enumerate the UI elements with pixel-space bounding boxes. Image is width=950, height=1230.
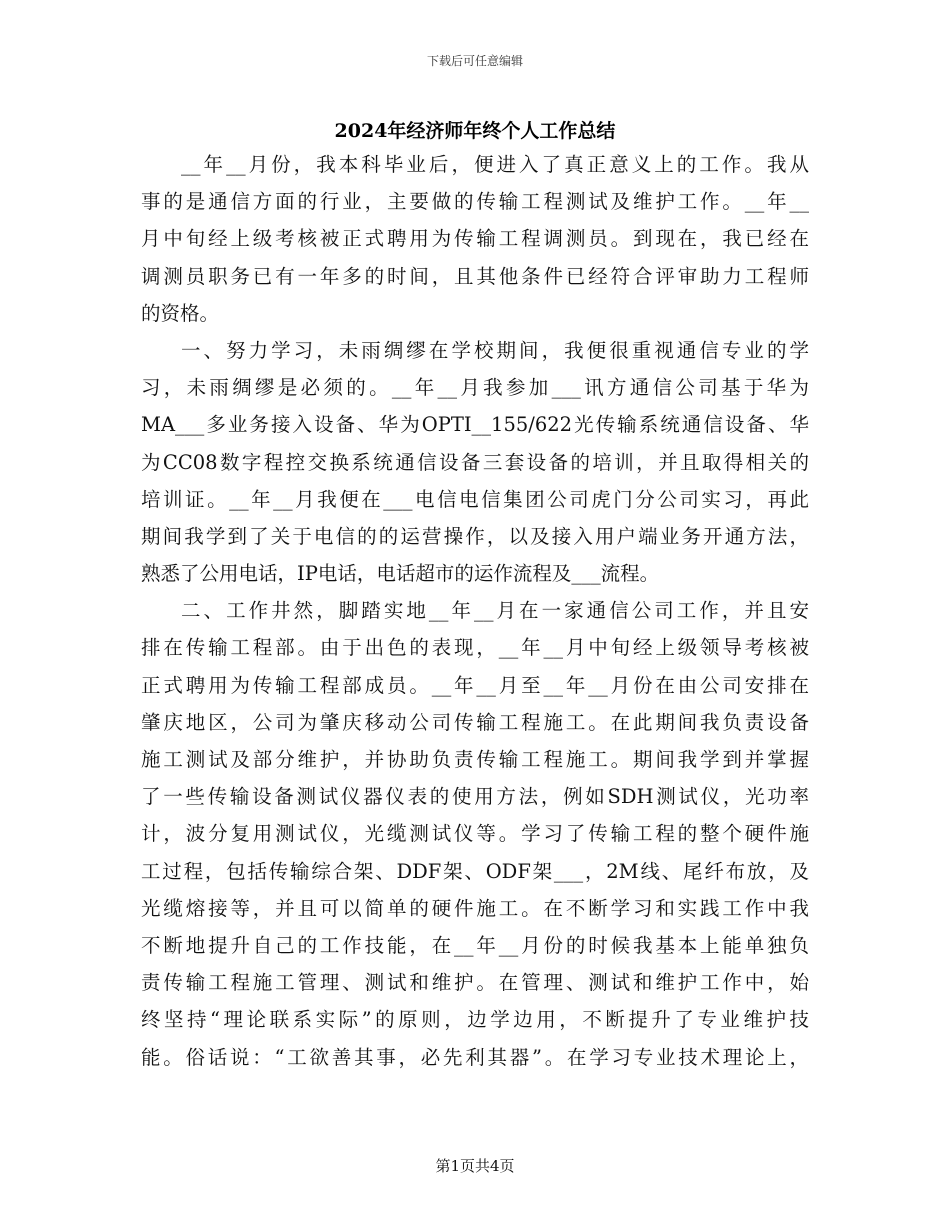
body-line: 事的是通信方面的行业，主要做的传输工程测试及维护工作。__年__	[141, 190, 809, 214]
body-line: 习，未雨绸缪是必须的。__年__月我参加___讯方通信公司基于华为	[141, 376, 809, 400]
body-line: MA___多业务接入设备、华为OPTI__155/622光传输系统通信设备、华	[141, 413, 809, 437]
body-line: 调测员职务已有一年多的时间，且其他条件已经符合评审助力工程师	[141, 264, 809, 288]
body-line: __年__月份，我本科毕业后，便进入了真正意义上的工作。我从	[181, 153, 809, 176]
document-body	[141, 146, 809, 1076]
body-line: 熟悉了公用电话，IP电话，电话超市的运作流程及___流程。	[141, 562, 660, 586]
body-line: 不断地提升自己的工作技能，在__年__月份的时候我基本上能单独负	[141, 933, 809, 957]
page-number: 第1页共4页	[435, 1157, 515, 1175]
body-line: 排在传输工程部。由于出色的表现，__年__月中旬经上级领导考核被	[141, 636, 809, 660]
body-line: 施工测试及部分维护，并协助负责传输工程施工。期间我学到并掌握	[141, 748, 809, 771]
body-line: 期间我学到了关于电信的的运营操作，以及接入用户端业务开通方法，	[141, 524, 809, 548]
body-line: 正式聘用为传输工程部成员。__年__月至__年__月份在由公司安排在	[141, 673, 809, 697]
body-line: 培训证。__年__月我便在___电信电信集团公司虎门分公司实习，再此	[141, 487, 809, 511]
body-line: 责传输工程施工管理、测试和维护。在管理、测试和维护工作中，始	[141, 971, 809, 995]
body-line: 工过程，包括传输综合架、DDF架、ODF架___，2M线、尾纤布放，及	[141, 859, 809, 883]
page-header-note: 下载后可任意编辑	[426, 54, 523, 68]
body-line: 的资格。	[141, 301, 220, 325]
body-line: 二、工作井然，脚踏实地__年__月在一家通信公司工作，并且安	[181, 599, 809, 623]
document-title: 2024年经济师年终个人工作总结	[334, 120, 616, 142]
body-line: 一、努力学习，未雨绸缪在学校期间，我便很重视通信专业的学	[181, 338, 809, 362]
body-line: 终坚持“理论联系实际”的原则，边学边用，不断提升了专业维护技	[141, 1008, 809, 1032]
body-line: 了一些传输设备测试仪器仪表的使用方法，例如SDH测试仪，光功率	[141, 785, 809, 809]
body-line: 肇庆地区，公司为肇庆移动公司传输工程施工。在此期间我负责设备	[141, 710, 809, 734]
body-line: 月中旬经上级考核被正式聘用为传输工程调测员。到现在，我已经在	[141, 227, 809, 251]
body-line: 能。俗话说：“工欲善其事，必先利其器”。在学习专业技术理论上，	[141, 1045, 809, 1069]
body-line: 光缆熔接等，并且可以简单的硬件施工。在不断学习和实践工作中我	[141, 896, 809, 920]
body-line: 计，波分复用测试仪，光缆测试仪等。学习了传输工程的整个硬件施	[141, 822, 809, 846]
body-line: 为CC08数字程控交换系统通信设备三套设备的培训，并且取得相关的	[141, 450, 809, 474]
